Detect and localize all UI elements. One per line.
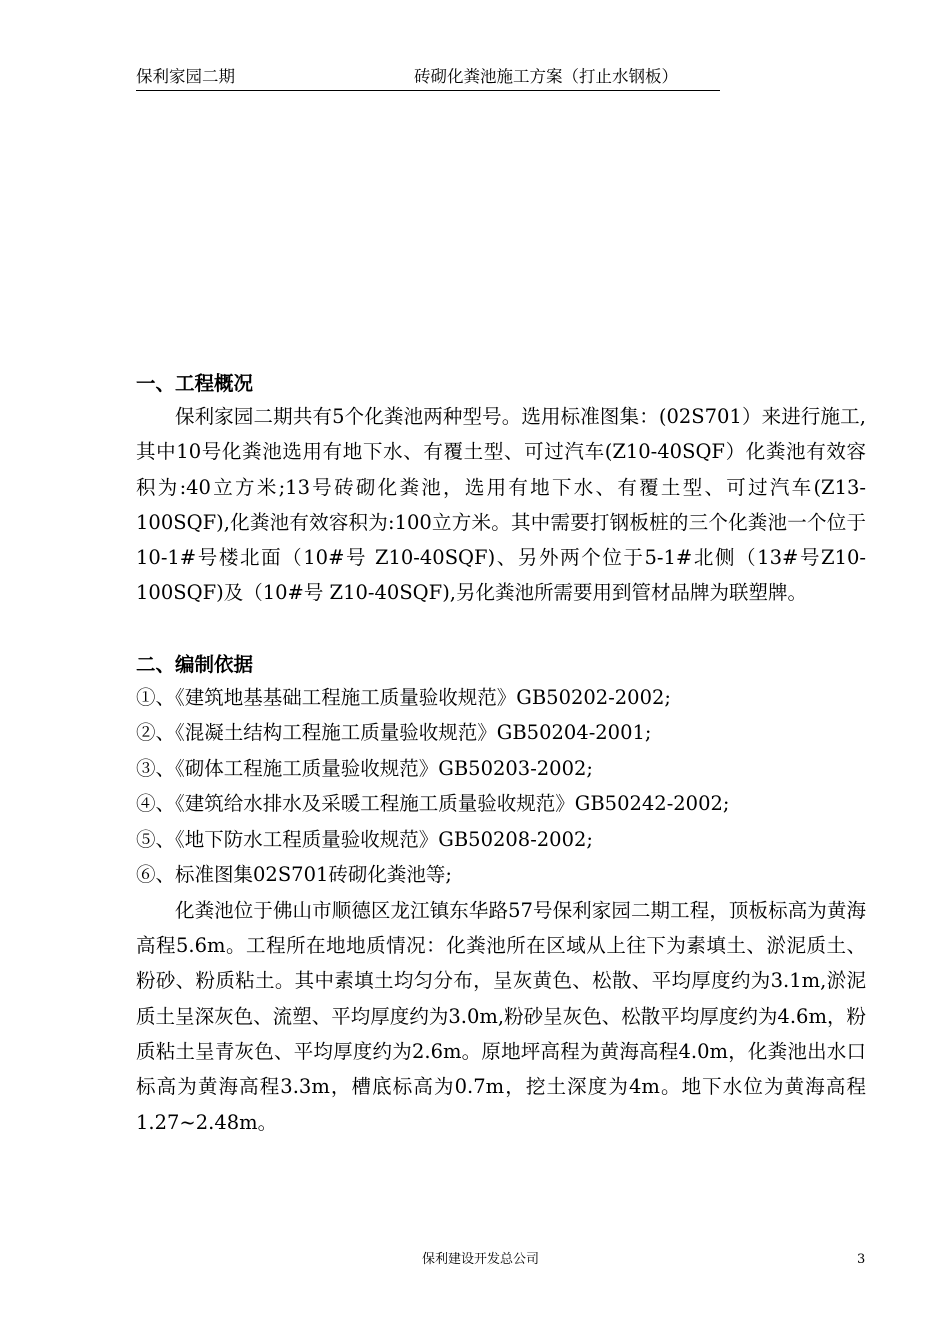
header-project-name: 保利家园二期 <box>136 67 235 86</box>
header-document-title: 砖砌化粪池施工方案（打止水钢板） <box>414 67 678 86</box>
section-heading-basis: 二、编制依据 <box>136 652 254 676</box>
section-spacer <box>136 611 866 649</box>
reference-item: ②、《混凝土结构工程施工质量验收规范》GB50204-2001; <box>136 721 652 745</box>
page-footer <box>0 1250 950 1270</box>
reference-item: ③、《砌体工程施工质量验收规范》GB50203-2002; <box>136 756 593 780</box>
site-conditions-paragraph: 化粪池位于佛山市顺德区龙江镇东华路57号保利家园二期工程，顶板标高为黄海高程5.6m。工程所在地地质情况：化粪池所在区域从上往下为素填土、淤泥质土、粉砂、粉质粘土。其中素填土均匀分布，呈灰黄色、松散、平均厚度约为3.1m,淤泥质土呈深灰色、流塑、平均厚度约为3.0m,粉砂呈灰色、松散平均厚度约为4.6m，粉质粘土呈青灰色、平均厚度约为2.6m。原地坪高程为黄海高程4.0m，化粪池出水口标高为黄海高程3.3m，槽底标高为0.7m，挖土深度为4m。地下水位为黄海高程1.27~2.48m。 <box>136 898 866 1134</box>
overview-paragraph: 保利家园二期共有5个化粪池两种型号。选用标准图集：(02S701）来进行施工, 其中10号化粪池选用有地下水、有覆土型、可过汽车(Z10-40SQF）化粪池有效容积为:40立方米;13号砖砌化粪池，选用有地下水、有覆土型、可过汽车(Z13-100SQF),化粪池有效容积为:100立方米。其中需要打钢板桩的三个化粪池一个位于10-1#号楼北面（10#号 Z10-40SQF)、另外两个位于5-1#北侧（13#号Z10-100SQF)及（10#号 Z10-40SQF),另化粪池所需要用到管材品牌为联塑牌。 <box>136 405 866 605</box>
reference-item: ⑥、标准图集02S701砖砌化粪池等; <box>136 863 452 887</box>
page-header <box>136 66 720 91</box>
page-number: 3 <box>857 1252 866 1267</box>
reference-item: ④、《建筑给水排水及采暖工程施工质量验收规范》GB50242-2002; <box>136 792 730 816</box>
reference-list <box>136 680 866 893</box>
section-heading-overview: 一、工程概况 <box>136 372 254 395</box>
footer-company-name: 保利建设开发总公司 <box>422 1252 540 1267</box>
reference-item: ①、《建筑地基基础工程施工质量验收规范》GB50202-2002; <box>136 685 671 709</box>
document-body <box>136 368 866 1140</box>
reference-item: ⑤、《地下防水工程质量验收规范》GB50208-2002; <box>136 827 593 851</box>
